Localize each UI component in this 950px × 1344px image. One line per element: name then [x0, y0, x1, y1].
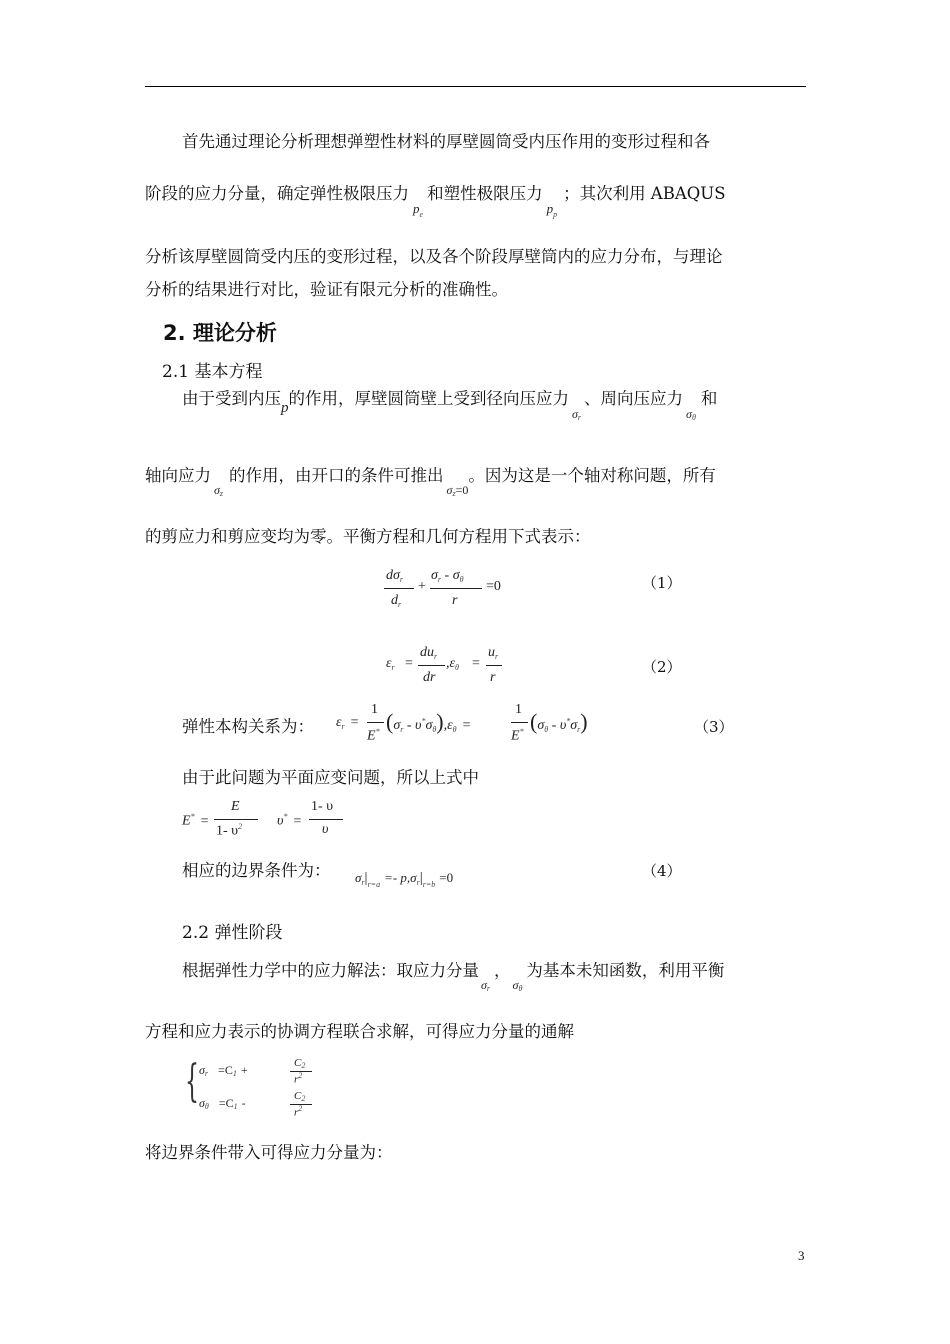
- sigma-z-eq-sub: z: [452, 489, 456, 498]
- eq2-lhs: [386, 656, 395, 672]
- estar-lhs: [182, 812, 208, 830]
- nustar-lhs: [277, 812, 301, 830]
- eq3-minus-nu-1: - υ: [403, 718, 422, 733]
- eq3-estar-2-e: E: [511, 728, 520, 744]
- sigma-r-sub: r: [577, 413, 582, 422]
- eq2-eps: ε: [386, 656, 392, 671]
- gen2-r2: [294, 1104, 302, 1119]
- eq1-den-left-sub: r: [398, 600, 402, 609]
- estar-lhs-star: *: [190, 812, 195, 821]
- s21-line-1: [182, 385, 718, 422]
- s21-p1a: 由于受到内压: [182, 389, 281, 408]
- intro-line-2a: 阶段的应力分量，确定弹性极限压力: [145, 184, 409, 203]
- s21-line-2: [145, 462, 716, 498]
- s22-sigma-r-sub: r: [486, 984, 491, 993]
- eq4-sigma-a: σ: [355, 870, 362, 885]
- gen1-plus: +: [240, 1063, 248, 1077]
- s21-p1b: 的作用，厚壁圆筒壁上受到径向压应力: [288, 389, 569, 408]
- eq3-sigma-t-sub-2: θ: [544, 725, 549, 734]
- eq4-sub-a: r: [361, 878, 365, 887]
- eq3-sigma-t-sub-1: θ: [432, 725, 437, 734]
- eq4-number: （4）: [642, 862, 682, 880]
- eq2-eps2: [446, 656, 459, 672]
- eq1-bar-right: [430, 588, 482, 589]
- p-symbol: p: [281, 400, 289, 416]
- s21-p1c: 、周向压应力: [584, 389, 684, 408]
- gen1-r-sup: 2: [298, 1071, 303, 1080]
- eq3-eps-t-sub: θ: [452, 725, 457, 734]
- intro-line-2b: 和塑性极限压力: [427, 184, 543, 203]
- eq4-mid: =- p,σ: [384, 870, 417, 885]
- eq1-number: （1）: [642, 574, 682, 592]
- s22-line-3: 将边界条件带入可得应力分量为：: [145, 1143, 393, 1162]
- nustar-lhs-star: *: [283, 812, 288, 821]
- eq3-nu-star-1: *: [421, 716, 426, 726]
- estar-eq: =: [200, 813, 209, 829]
- nustar-num: 1- υ: [311, 799, 334, 814]
- gen-line-2: [199, 1096, 246, 1111]
- eq1-num-right-sub2: θ: [459, 575, 464, 584]
- eq3-one-2: 1: [515, 702, 522, 717]
- pe-sub: e: [419, 210, 424, 219]
- intro-line-1: 首先通过理论分析理想弹塑性材料的厚壁圆筒受内压作用的变形过程和各: [182, 132, 710, 151]
- eq2-eps2-sub: θ: [455, 663, 459, 672]
- pp-sub: p: [553, 210, 558, 219]
- eq3-eq-2: =: [462, 718, 471, 733]
- gen2-c2-sub: 2: [301, 1094, 306, 1103]
- eq3-open-paren-2: (: [530, 709, 538, 734]
- s21-p2c: 。因为这是一个轴对称问题，所有: [468, 466, 716, 485]
- estar-den-text: 1- υ: [216, 823, 239, 839]
- eq3-sigma-r-sub: r: [400, 725, 404, 734]
- gen2-c1sub: 1: [233, 1102, 238, 1111]
- eq4-sub-b: r: [416, 878, 420, 887]
- nustar-den: υ: [322, 822, 329, 837]
- intro-line-2: [145, 180, 726, 219]
- sigma-r-symbol: σ: [572, 407, 578, 421]
- nustar-eq: =: [293, 813, 302, 829]
- gen2-r: r: [294, 1106, 299, 1119]
- eq1-num-left-sub: r: [399, 575, 404, 584]
- eq1-den-left-text: d: [391, 593, 398, 608]
- s22-p1a: 根据弹性力学中的应力解法：取应力分量: [182, 961, 479, 980]
- gen1-r: r: [294, 1073, 299, 1086]
- sigma-z-symbol: σ: [214, 483, 220, 497]
- eq3-one-1: 1: [371, 702, 378, 717]
- gen2-c2: [294, 1090, 305, 1102]
- eq3-close-paren-2: ): [580, 709, 588, 734]
- section-2-2-heading: 2.2 弹性阶段: [182, 923, 283, 943]
- eq3-lhs1: [336, 715, 359, 731]
- eq2-den2: r: [490, 670, 496, 685]
- eq4-bar-b: |: [419, 870, 423, 886]
- eq4-cond-b: r=b: [422, 880, 436, 889]
- eq3-estar-2-star: *: [519, 727, 524, 736]
- header-rule: [145, 86, 806, 87]
- eq3-minus-nu-2: - υ: [548, 718, 567, 733]
- eq3-estar-1-star: *: [375, 727, 380, 736]
- eq3-eps-t: ε: [447, 718, 453, 733]
- s22-sigma-r: σ: [481, 978, 487, 992]
- eq3-sigma-t-1: σ: [425, 718, 433, 733]
- sigma-z-eq-symbol: σ: [446, 483, 453, 497]
- intro-line-2c: ；其次利用 ABAQUS: [563, 184, 726, 203]
- equation-4: [355, 870, 453, 887]
- s22-sigma-theta: σ: [512, 978, 519, 992]
- eq3-eps-r-sub: r: [341, 722, 345, 731]
- pp-symbol: p: [546, 201, 554, 216]
- gen1-c1sub: 1: [232, 1069, 237, 1078]
- eq4-cond-a: r=a: [367, 880, 381, 889]
- intro-line-3: 分析该厚壁圆筒受内压的变形过程，以及各个阶段厚壁筒内的应力分布，与理论: [145, 247, 723, 266]
- estar-num: E: [231, 799, 240, 814]
- eq1-num-right-sub1: r: [437, 575, 442, 584]
- nustar-bar: [309, 819, 343, 820]
- intro-line-4: 分析的结果进行对比，验证有限元分析的准确性。: [145, 280, 508, 299]
- s21-p1d: 和: [700, 389, 718, 408]
- eq4-bar-a: |: [364, 870, 368, 886]
- sigma-theta-symbol: σ: [686, 407, 692, 421]
- eq2-num1: [420, 645, 437, 661]
- sigma-z-eq-zero: =0: [455, 483, 469, 497]
- section-2-1-heading: 2.1 基本方程: [162, 362, 263, 382]
- gen1-sigma: σ: [199, 1063, 205, 1077]
- page-number: 3: [798, 1248, 805, 1263]
- eq1-bar-left: [384, 588, 414, 589]
- eq2-eps2-text: ε: [449, 656, 456, 671]
- eq2-bar2: [486, 665, 502, 666]
- plane-strain-text: 由于此问题为平面应变问题，所以上式中: [182, 768, 479, 787]
- gen-line-1: [199, 1063, 248, 1078]
- eq3-paren-2: [530, 709, 588, 735]
- gen2-c2-c: C: [294, 1090, 302, 1102]
- eq3-bar-1: [367, 722, 384, 723]
- eq1-equals: =0: [486, 579, 501, 594]
- eq1-num-right-sigma: σ: [431, 568, 438, 583]
- eq2-num1-text: du: [420, 645, 434, 660]
- eq2-eq2: =: [472, 656, 480, 671]
- s22-line-2: 方程和应力表示的协调方程联合求解，可得应力分量的通解: [145, 1022, 574, 1041]
- sigma-theta-sub: θ: [691, 413, 696, 422]
- s22-p1c: 为基本未知函数，利用平衡: [526, 961, 725, 980]
- s22-line-1: [182, 957, 725, 993]
- boundary-label: 相应的边界条件为：: [182, 861, 331, 880]
- eq2-den1: dr: [423, 670, 436, 685]
- s22-sigma-theta-sub: θ: [518, 984, 523, 993]
- eq3-eps-r: ε: [336, 715, 342, 730]
- nustar-lhs-nu: υ: [277, 813, 284, 829]
- eq3-eq-1: =: [350, 715, 359, 730]
- eq3-estar-1-e: E: [367, 728, 376, 744]
- gen2-r-sup: 2: [298, 1104, 303, 1113]
- eq3-estar-1: [367, 727, 380, 745]
- eq3-estar-2: [511, 727, 524, 745]
- gen1-c2-c: C: [294, 1057, 302, 1069]
- constitutive-label: 弹性本构关系为：: [182, 717, 314, 736]
- s21-line-3: 的剪应力和剪应变均为零。平衡方程和几何方程用下式表示：: [145, 527, 591, 546]
- sigma-z-sub: z: [219, 489, 224, 498]
- eq3-sigma-r: σ: [393, 718, 401, 733]
- eq3-open-paren-1: (: [386, 709, 394, 734]
- eq4-end: =0: [439, 870, 454, 885]
- eq1-num-right: [431, 568, 464, 584]
- eq2-eq1: =: [405, 656, 413, 671]
- eq3-comma: ,: [443, 718, 448, 733]
- pe-symbol: p: [413, 201, 420, 216]
- eq2-num2-text: u: [488, 645, 495, 660]
- gen1-rhs: =C: [218, 1063, 233, 1077]
- gen1-c2-sub: 2: [301, 1061, 306, 1070]
- eq3-sigma-r-sub-2: r: [577, 725, 581, 734]
- eq2-eps-sub: r: [391, 663, 395, 672]
- gen1-r2: [294, 1071, 302, 1086]
- gen2-sigma: σ: [199, 1096, 205, 1110]
- eq1-den-right: r: [452, 593, 458, 608]
- gen2-minus: -: [241, 1096, 246, 1110]
- estar-den: [216, 822, 242, 840]
- eq3-sigma-r-2: σ: [570, 718, 578, 733]
- estar-lhs-e: E: [182, 813, 191, 829]
- gen2-rhs: =C: [218, 1096, 234, 1110]
- eq3-paren-1: [386, 709, 471, 735]
- eq3-nu-star-2: *: [566, 716, 571, 726]
- eq2-number: （2）: [642, 658, 682, 676]
- eq3-number: （3）: [694, 718, 734, 736]
- eq1-plus: +: [418, 579, 426, 594]
- s22-p1b: ，: [494, 961, 511, 980]
- brace-icon: {: [185, 1056, 199, 1107]
- gen1-sub: r: [204, 1069, 209, 1078]
- eq3-sigma-t-2: σ: [537, 718, 545, 733]
- eq1-num-left-text: dσ: [386, 568, 400, 583]
- s21-p2a: 轴向应力: [145, 466, 211, 485]
- eq2-comma: ,: [446, 656, 450, 671]
- eq2-num1-sub: r: [434, 652, 438, 661]
- estar-bar: [214, 819, 258, 820]
- gen1-c2: [294, 1057, 305, 1069]
- estar-den-sup: 2: [238, 822, 243, 831]
- eq3-close-paren-1: ): [436, 709, 444, 734]
- section-2-heading: 2. 理论分析: [163, 321, 277, 345]
- eq1-den-left: [391, 593, 401, 609]
- eq2-num2: [488, 645, 498, 661]
- eq2-num2-sub: r: [495, 652, 499, 661]
- eq1-num-left: [386, 568, 403, 584]
- gen2-sub: θ: [204, 1102, 209, 1111]
- eq3-bar-2: [511, 722, 528, 723]
- eq2-bar1: [418, 665, 445, 666]
- eq1-num-right-mid: - σ: [441, 568, 460, 583]
- s21-p2b: 的作用，由开口的条件可推出: [229, 466, 444, 485]
